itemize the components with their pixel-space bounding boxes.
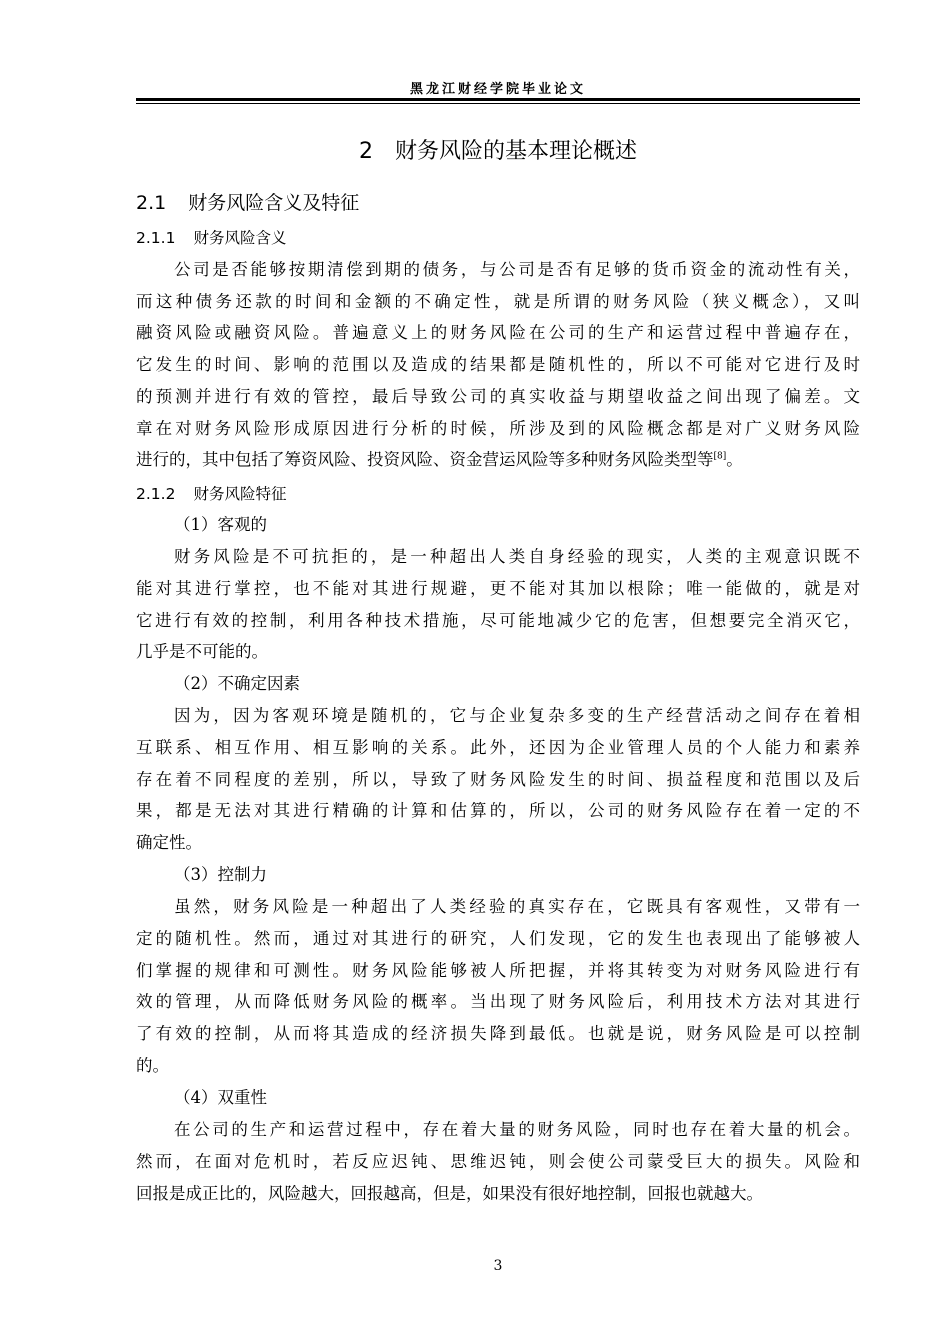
feature-label-1: （1）客观的 xyxy=(174,515,267,534)
feature-label-3: （3）控制力 xyxy=(174,865,267,884)
paragraph-line: 在公司的生产和运营过程中，存在着大量的财务风险，同时也存在着大量的机会。 xyxy=(174,1120,860,1139)
feature-label-2: （2）不确定因素 xyxy=(174,674,300,693)
paragraph-line-last xyxy=(136,450,860,470)
paragraph-line: 效的管理，从而降低财务风险的概率。当出现了财务风险后，利用技术方法对其进行 xyxy=(136,992,860,1011)
section-heading-2-1-2 xyxy=(136,482,286,504)
paragraph-line: 几乎是不可能的。 xyxy=(136,642,268,661)
paragraph-line: 的。 xyxy=(136,1056,169,1075)
paragraph-line: 它发生的时间、影响的范围以及造成的结果都是随机性的，所以不可能对它进行及时 xyxy=(136,355,860,374)
paragraph-line: 它进行有效的控制，利用各种技术措施，尽可能地减少它的危害，但想要完全消灭它， xyxy=(136,611,860,630)
section-heading-2-1-1 xyxy=(136,226,286,248)
paragraph-line: 财务风险是不可抗拒的，是一种超出人类自身经验的现实，人类的主观意识既不 xyxy=(174,547,860,566)
subsection-title: 财务风险含义 xyxy=(193,229,287,247)
paragraph-line: 公司是否能够按期清偿到期的债务，与公司是否有足够的货币资金的流动性有关， xyxy=(174,260,860,279)
header-rule-thin xyxy=(136,103,860,104)
subsection-title: 财务风险特征 xyxy=(193,485,287,503)
paragraph-tail: 。 xyxy=(726,450,743,469)
paragraph-line: 而这种债务还款的时间和金额的不确定性，就是所谓的财务风险（狭义概念），又叫 xyxy=(136,292,860,311)
paragraph-line: 章在对财务风险形成原因进行分析的时候，所涉及到的风险概念都是对广义财务风险 xyxy=(136,419,860,438)
subsection-number: 2.1.1 xyxy=(136,229,176,247)
paragraph-line: 存在着不同程度的差别，所以，导致了财务风险发生的时间、损益程度和范围以及后 xyxy=(136,770,860,789)
chapter-title-text: 财务风险的基本理论概述 xyxy=(394,139,637,164)
section-number: 2.1 xyxy=(136,192,167,214)
paragraph-line: 然而，在面对危机时，若反应迟钝、思维迟钝，则会使公司蒙受巨大的损失。风险和 xyxy=(136,1152,860,1171)
paragraph-line: 了有效的控制，从而将其造成的经济损失降到最低。也就是说，财务风险是可以控制 xyxy=(136,1024,860,1043)
page-number: 3 xyxy=(493,1258,503,1274)
paragraph-line: 互联系、相互作用、相互影响的关系。此外，还因为企业管理人员的个人能力和素养 xyxy=(136,738,860,757)
chapter-number: 2 xyxy=(358,139,373,164)
section-heading-2-1 xyxy=(136,188,359,215)
feature-label-4: （4）双重性 xyxy=(174,1088,267,1107)
paragraph-line: 因为，因为客观环境是随机的，它与企业复杂多变的生产经营活动之间存在着相 xyxy=(174,706,860,725)
paragraph-line: 果，都是无法对其进行精确的计算和估算的，所以，公司的财务风险存在着一定的不 xyxy=(136,801,860,820)
paragraph-text: 进行的，其中包括了筹资风险、投资风险、资金营运风险等多种财务风险类型等 xyxy=(136,450,714,469)
paragraph-line: 虽然，财务风险是一种超出了人类经验的真实存在，它既具有客观性，又带有一 xyxy=(174,897,860,916)
chapter-title xyxy=(136,134,860,165)
paragraph-line: 定的随机性。然而，通过对其进行的研究，人们发现，它的发生也表现出了能够被人 xyxy=(136,929,860,948)
subsection-number: 2.1.2 xyxy=(136,485,176,503)
paragraph-line: 回报是成正比的，风险越大，回报越高，但是，如果没有很好地控制，回报也就越大。 xyxy=(136,1184,763,1203)
running-header: 黑龙江财经学院毕业论文 xyxy=(409,82,586,97)
paragraph-line: 的预测并进行有效的管控，最后导致公司的真实收益与期望收益之间出现了偏差。文 xyxy=(136,387,860,406)
paragraph-line: 能对其进行掌控，也不能对其进行规避，更不能对其加以根除；唯一能做的，就是对 xyxy=(136,579,860,598)
header-rule-thick xyxy=(136,98,860,101)
paragraph-line: 确定性。 xyxy=(136,833,202,852)
section-title: 财务风险含义及特征 xyxy=(188,192,360,214)
paragraph-line: 们掌握的规律和可测性。财务风险能够被人所把握，并将其转变为对财务风险进行有 xyxy=(136,961,860,980)
paragraph-line: 融资风险或融资风险。普遍意义上的财务风险在公司的生产和运营过程中普遍存在， xyxy=(136,323,860,342)
citation-marker: [8] xyxy=(713,451,727,462)
